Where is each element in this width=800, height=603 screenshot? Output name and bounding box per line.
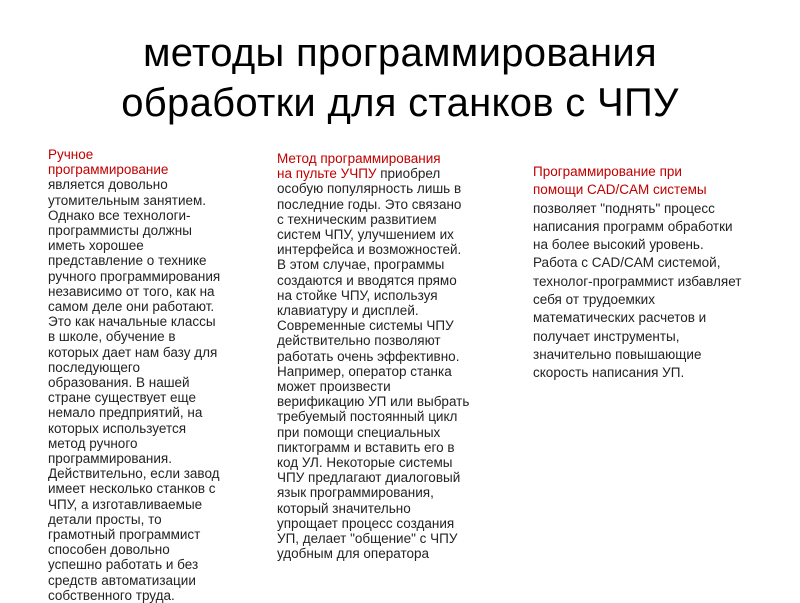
column-1-text: является довольно утомительным занятием. Однако все технологи- программисты должны иметь хорошее представление о технике ручного программирования независимо от того, как на самом деле они работают. Это как начальные классы в школе, обучение в которых дает нам базу для последующего образования. В нашей стране существует еще немало предприятий, на которых используется метод ручного программирования. Действительно, если завод имеет несколько станков с ЧПУ, а изготавливаемые детали просты, то грамотный программист способен довольно успешно работать и без средств автоматизации собственного труда. xyxy=(48,177,221,603)
slide-title xyxy=(0,28,800,128)
column-2-heading: Метод программирования на пульте УЧПУ xyxy=(277,151,441,182)
column-3-text: позволяет "поднять" процесс написания программ обработки на более высокий уровень. Работа с CAD/CAM системой, технолог-программист избавляет себя от трудоемких математических расчетов и получает инструменты, значительно повышающие скорость написания УП. xyxy=(533,200,742,381)
slide-title-line-1: методы программирования xyxy=(143,31,657,75)
column-1-heading: Ручное программирование xyxy=(48,147,169,178)
column-2-text: приобрел особую популярность лишь в последние годы. Это связано с техническим развитием систем ЧПУ, улучшением их интерфейса и возможностей. В этом случае, программы создаются и вводятся прямо на стойке ЧПУ, используя клавиатуру и дисплей. Современные системы ЧПУ действительно позволяют работать очень эффективно. Например, оператор станка может произвести верификацию УП или выбрать требуемый постоянный цикл при помощи специальных пиктограмм и вставить его в код УЛ. Некоторые системы ЧПУ предлагают диалоговый язык программирования, который значительно упрощает процесс создания УП, делает "общение" с ЧПУ удобным для оператора xyxy=(277,166,470,562)
column-cnc-panel-programming xyxy=(277,151,499,561)
slide-title-line-2: обработки для станков с ЧПУ xyxy=(121,81,679,125)
column-cad-cam-programming xyxy=(533,163,773,383)
column-manual-programming xyxy=(48,147,253,603)
column-3-heading: Программирование при помощи CAD/CAM системы xyxy=(533,164,707,198)
